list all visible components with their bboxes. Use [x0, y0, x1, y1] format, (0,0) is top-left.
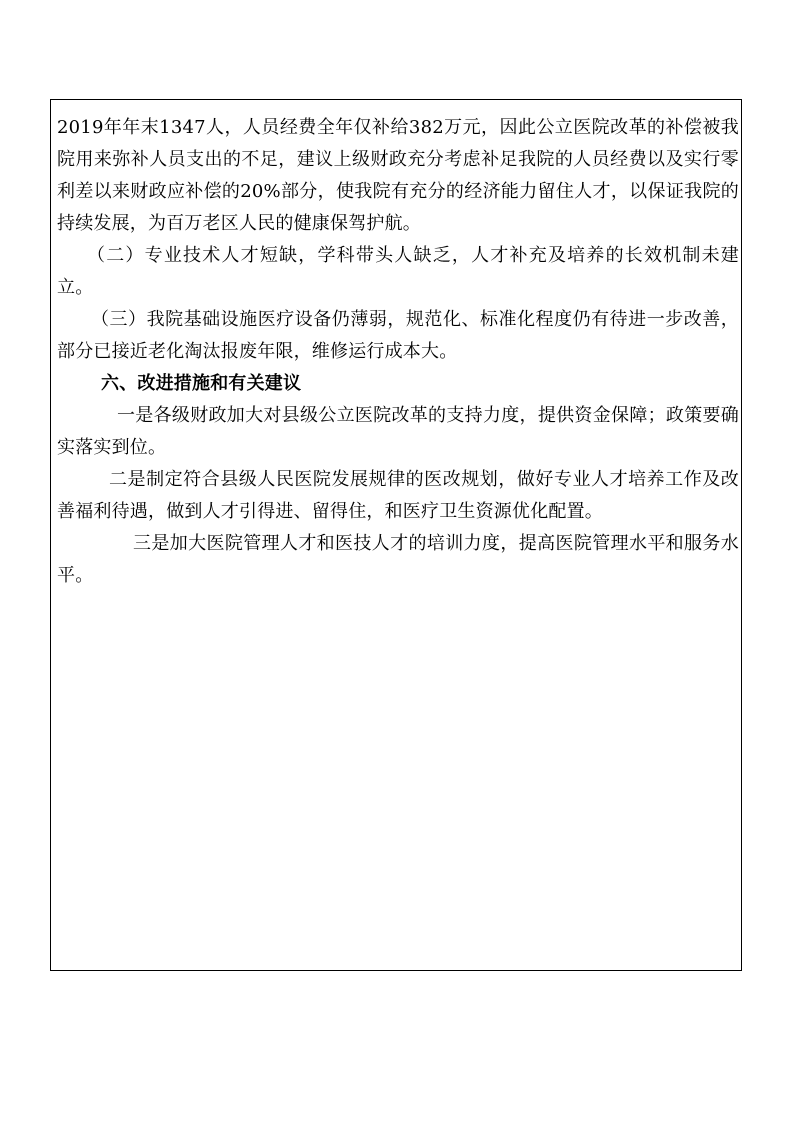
paragraph-infrastructure: （三）我院基础设施医疗设备仍薄弱，规范化、标准化程度仍有待进一步改善，部分已接近老化淘汰报废年限，维修运行成本大。	[57, 309, 739, 362]
measure-3: 三是加大医院管理人才和医技人才的培训力度，提高医院管理水平和服务水平。	[57, 533, 739, 586]
document-body	[57, 112, 739, 592]
measure-2: 二是制定符合县级人民医院发展规律的医改规划，做好专业人才培养工作及改善福利待遇，做到人才引得进、留得住，和医疗卫生资源优化配置。	[57, 469, 739, 522]
paragraph-talent-shortage: （二）专业技术人才短缺，学科带头人缺乏，人才补充及培养的长效机制未建立。	[57, 245, 739, 298]
paragraph-funding: 2019年年末1347人，人员经费全年仅补给382万元，因此公立医院改革的补偿被我院用来弥补人员支出的不足，建议上级财政充分考虑补足我院的人员经费以及实行零利差以来财政应补偿的20%部分，使我院有充分的经济能力留住人才，以保证我院的持续发展，为百万老区人民的健康保驾护航。	[57, 117, 739, 234]
section-heading: 六、改进措施和有关建议	[101, 373, 302, 394]
measure-1: 一是各级财政加大对县级公立医院改革的支持力度，提供资金保障；政策要确实落实到位。	[57, 405, 739, 458]
